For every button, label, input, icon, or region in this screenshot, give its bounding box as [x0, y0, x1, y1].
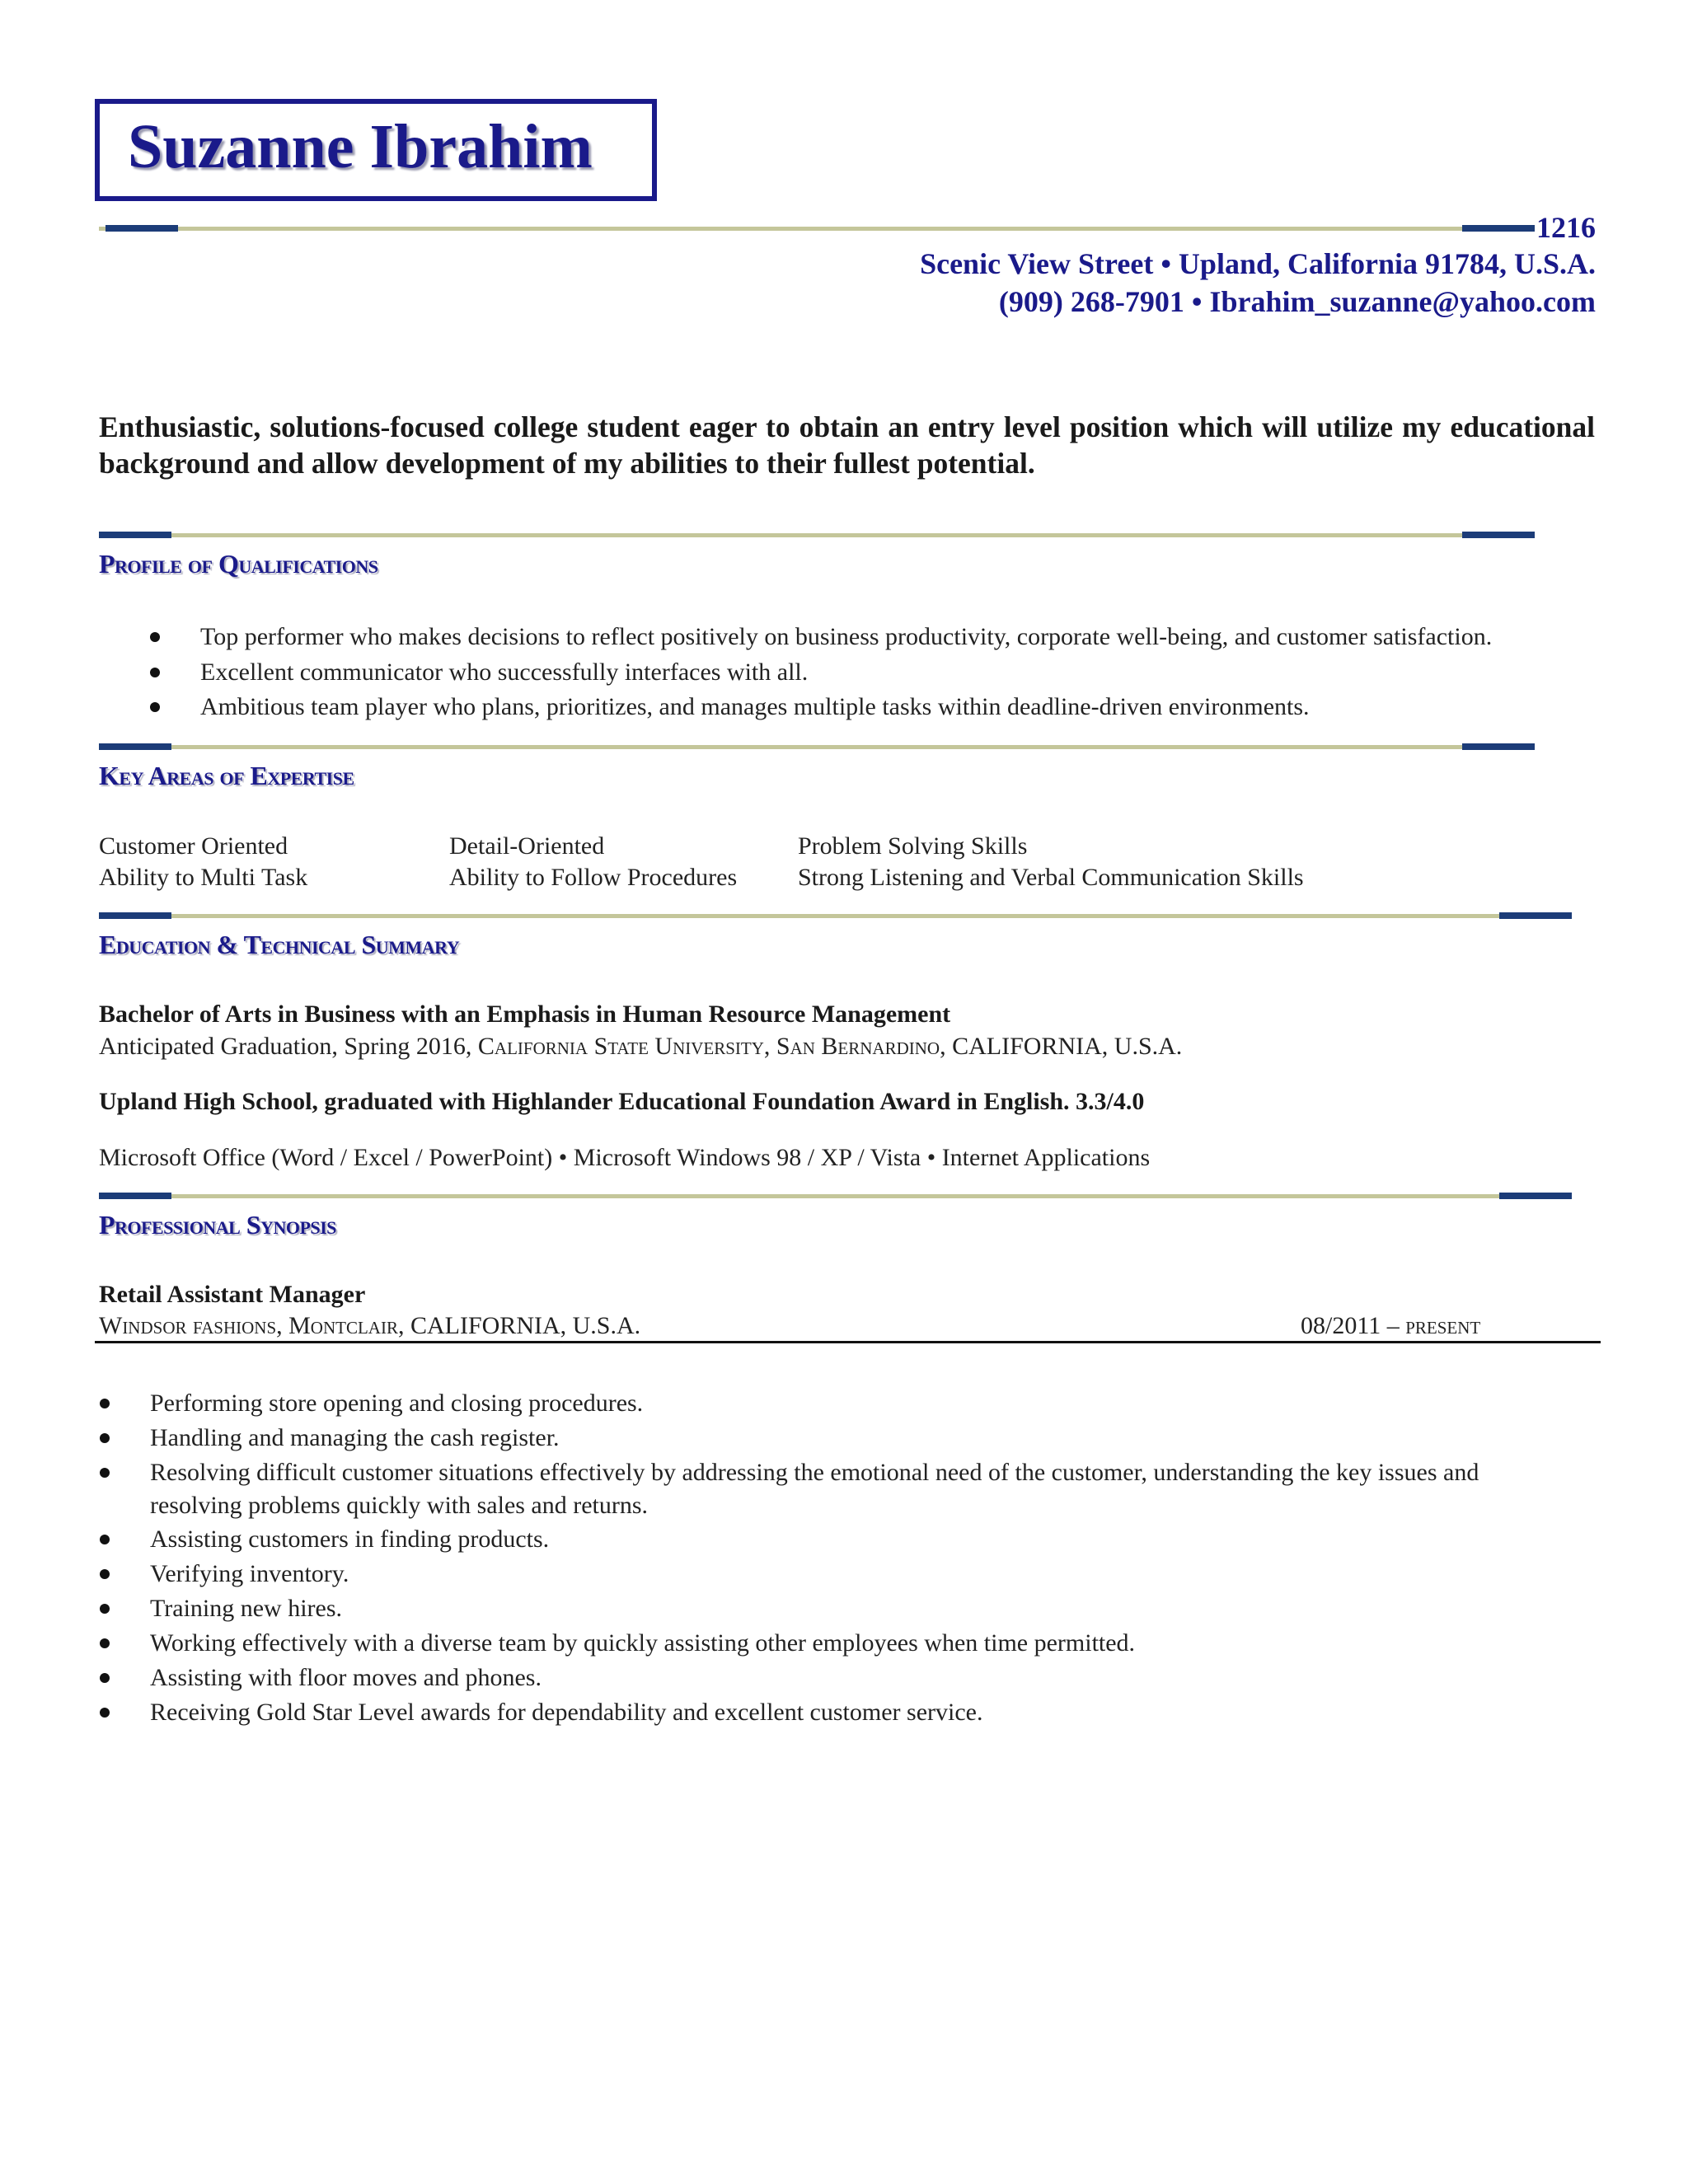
- expertise-cell: Ability to Follow Procedures: [449, 864, 738, 891]
- expertise-cell: Customer Oriented: [99, 832, 288, 860]
- duty-item: Assisting customers in finding products.: [150, 1526, 550, 1553]
- phone-email-line: (909) 268-7901 • Ibrahim_suzanne@yahoo.com: [998, 285, 1596, 318]
- bullet-icon: [150, 702, 160, 712]
- job-date-start: 08/2011: [1301, 1312, 1381, 1339]
- bullet-icon: [100, 1673, 110, 1683]
- synopsis-section-title: Professional Synopsis: [99, 1210, 336, 1240]
- duty-item: Handling and managing the cash register.: [150, 1424, 560, 1451]
- profile-item: Top performer who makes decisions to reflect positively on business productivity, corporate well-being, and customer satisfaction.: [200, 623, 1493, 650]
- candidate-name: Suzanne Ibrahim: [128, 112, 593, 181]
- profile-item: Ambitious team player who plans, prioritizes, and manages multiple tasks within deadline-driven environments.: [200, 693, 1310, 720]
- name-box: [95, 99, 657, 201]
- bullet-icon: [100, 1468, 110, 1478]
- bullet-icon: [100, 1399, 110, 1408]
- street-number: 1216: [1536, 211, 1596, 244]
- expertise-cell: Detail-Oriented: [449, 832, 605, 860]
- degree-school: California State University, San Bernardino: [477, 1033, 940, 1060]
- bullet-icon: [100, 1569, 110, 1579]
- technical-line: Microsoft Office (Word / Excel / PowerPoint) • Microsoft Windows 98 / XP / Vista • Internet Applications: [99, 1144, 1151, 1171]
- address-line: Scenic View Street • Upland, California 91784, U.S.A.: [920, 247, 1596, 280]
- bullet-icon: [150, 632, 160, 642]
- education-section-title: Education & Technical Summary: [99, 930, 460, 959]
- duty-item: Working effectively with a diverse team by quickly assisting other employees when time permitted.: [150, 1629, 1136, 1657]
- job-rule: [95, 1341, 1601, 1343]
- expertise-cell: Problem Solving Skills: [798, 832, 1028, 860]
- degree-detail-prefix: Anticipated Graduation, Spring 2016,: [99, 1033, 478, 1060]
- degree-title: Bachelor of Arts in Business with an Emphasis in Human Resource Management: [99, 1001, 951, 1028]
- profile-item: Excellent communicator who successfully interfaces with all.: [200, 658, 809, 686]
- duty-item: Performing store opening and closing procedures.: [150, 1390, 644, 1417]
- synopsis-divider: [99, 1193, 1572, 1199]
- expertise-section-title: Key Areas of Expertise: [99, 761, 354, 790]
- profile-section-title: Profile of Qualifications: [99, 549, 378, 579]
- bullet-icon: [100, 1535, 110, 1544]
- duty-item: Assisting with floor moves and phones.: [150, 1664, 542, 1691]
- high-school-line: Upland High School, graduated with Highlander Educational Foundation Award in English. 3.3/4.0: [99, 1088, 1145, 1115]
- duty-item: Verifying inventory.: [150, 1560, 349, 1587]
- bullet-icon: [150, 668, 160, 677]
- duty-item-continuation: resolving problems quickly with sales and returns.: [150, 1492, 649, 1519]
- job-date-end: – present: [1381, 1312, 1481, 1339]
- expertise-cell: Ability to Multi Task: [99, 864, 308, 891]
- degree-detail-suffix: , CALIFORNIA, U.S.A.: [940, 1033, 1183, 1060]
- employer-line: [99, 1314, 640, 1338]
- bullet-icon: [100, 1433, 110, 1443]
- duty-item: Receiving Gold Star Level awards for dependability and excellent customer service.: [150, 1699, 983, 1726]
- employer-name: Windsor fashions, Montclair: [99, 1312, 398, 1339]
- job-dates: [1301, 1314, 1480, 1338]
- duty-item: Resolving difficult customer situations effectively by addressing the emotional need of the customer, understanding the key issues and: [150, 1459, 1479, 1486]
- bullet-icon: [100, 1708, 110, 1718]
- bullet-icon: [100, 1638, 110, 1648]
- employer-location: , CALIFORNIA, U.S.A.: [397, 1312, 641, 1339]
- profile-divider: [99, 532, 1535, 538]
- objective-statement: Enthusiastic, solutions-focused college student eager to obtain an entry level position which will utilize my educational background and allow development of my abilities to their fullest potential.: [99, 410, 1595, 480]
- duty-item: Training new hires.: [150, 1595, 343, 1622]
- expertise-divider: [99, 743, 1535, 750]
- job-title: Retail Assistant Manager: [99, 1281, 366, 1308]
- degree-detail: [99, 1034, 1182, 1059]
- expertise-cell: Strong Listening and Verbal Communication Skills: [798, 864, 1304, 891]
- education-divider: [99, 912, 1572, 919]
- header-divider: [99, 225, 1535, 232]
- bullet-icon: [100, 1604, 110, 1614]
